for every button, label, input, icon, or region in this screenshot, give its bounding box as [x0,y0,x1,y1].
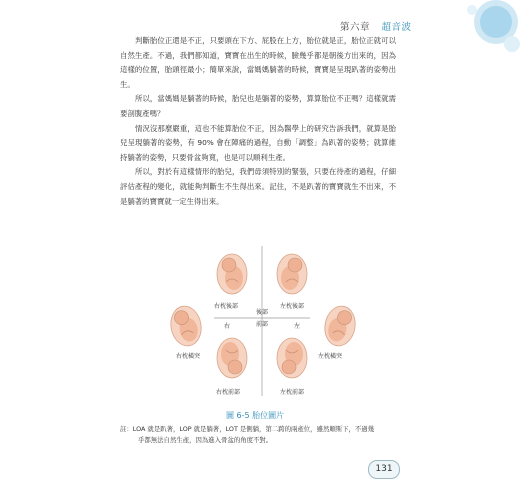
fetus-lop-image [277,254,307,294]
page-number: 131 [368,460,400,479]
chapter-header [340,19,412,33]
fetus-roa-image [217,338,247,378]
label-rop: 右枕後部 [214,303,239,310]
paragraph: 情況沒那麼嚴重，這也不能算胎位不正，因為醫學上的研究告訴我們，就算是胎兒呈現躺著的姿勢，有 90% 會在陣痛的過程，自動「調整」為趴著的姿勢；就算維持躺著的姿勢，只要骨盆夠寬，也是可以順利生產。 [120,123,396,162]
footnote [120,424,398,446]
label-lop: 左枕後部 [280,303,305,310]
label-posterior: 後部 [256,309,269,316]
header-bubbles-decoration [410,0,520,60]
label-left: 左 [294,323,301,330]
chapter-title: 超音波 [381,22,412,33]
label-roa: 右枕前部 [216,389,241,396]
fetus-loa-image [277,338,307,378]
footnote-line: 乎都無法自然生產，因為進入骨盆的角度不對。 [138,436,273,444]
label-right: 右 [224,323,231,330]
label-lot: 左枕橫突 [318,353,343,360]
label-rot: 右枕橫突 [176,353,201,360]
fetus-rop-image [217,254,247,294]
figure-caption: 圖 6-5 胎位圖片 [226,411,285,420]
paragraph: 所以，當媽媽是躺著的時候，胎兒也是躺著的姿勢，算算胎位不正嗎？這樣就需要剖腹產嗎？ [120,94,396,118]
chapter-number: 第六章 [340,22,371,33]
fetus-lot-image [322,304,358,349]
body-text [120,34,396,209]
fetus-rot-image [168,304,204,349]
paragraph: 判斷胎位正還是不正，只要頭在下方、屁股在上方，胎位就是正，胎位正就可以自然生產。不過，我們都知道，寶寶在出生的時候，臉幾乎都是朝後方出來的，因為這樣的位置，胎頭徑最小；簡單來說，當媽媽躺著的時候，寶寶是呈現趴著的姿勢出生。 [120,36,396,89]
footnote-line: 註：LOA 就是趴著，LOP 就是躺著，LOT 是側躺，第二跨的兩產位，雖然順斯下，不過幾 [120,425,375,433]
fetal-position-figure [168,246,358,414]
label-anterior: 前部 [256,321,269,328]
paragraph: 所以，對於有這樣情形的胎兒，我們毋須特別的緊張，只要在待產的過程，仔細評估產程的變化，就能夠判斷生不生得出來。記住，不是趴著的寶寶就生不出來，不是躺著的寶寶就一定生得出來。 [120,167,396,206]
label-loa: 左枕前部 [280,389,305,396]
